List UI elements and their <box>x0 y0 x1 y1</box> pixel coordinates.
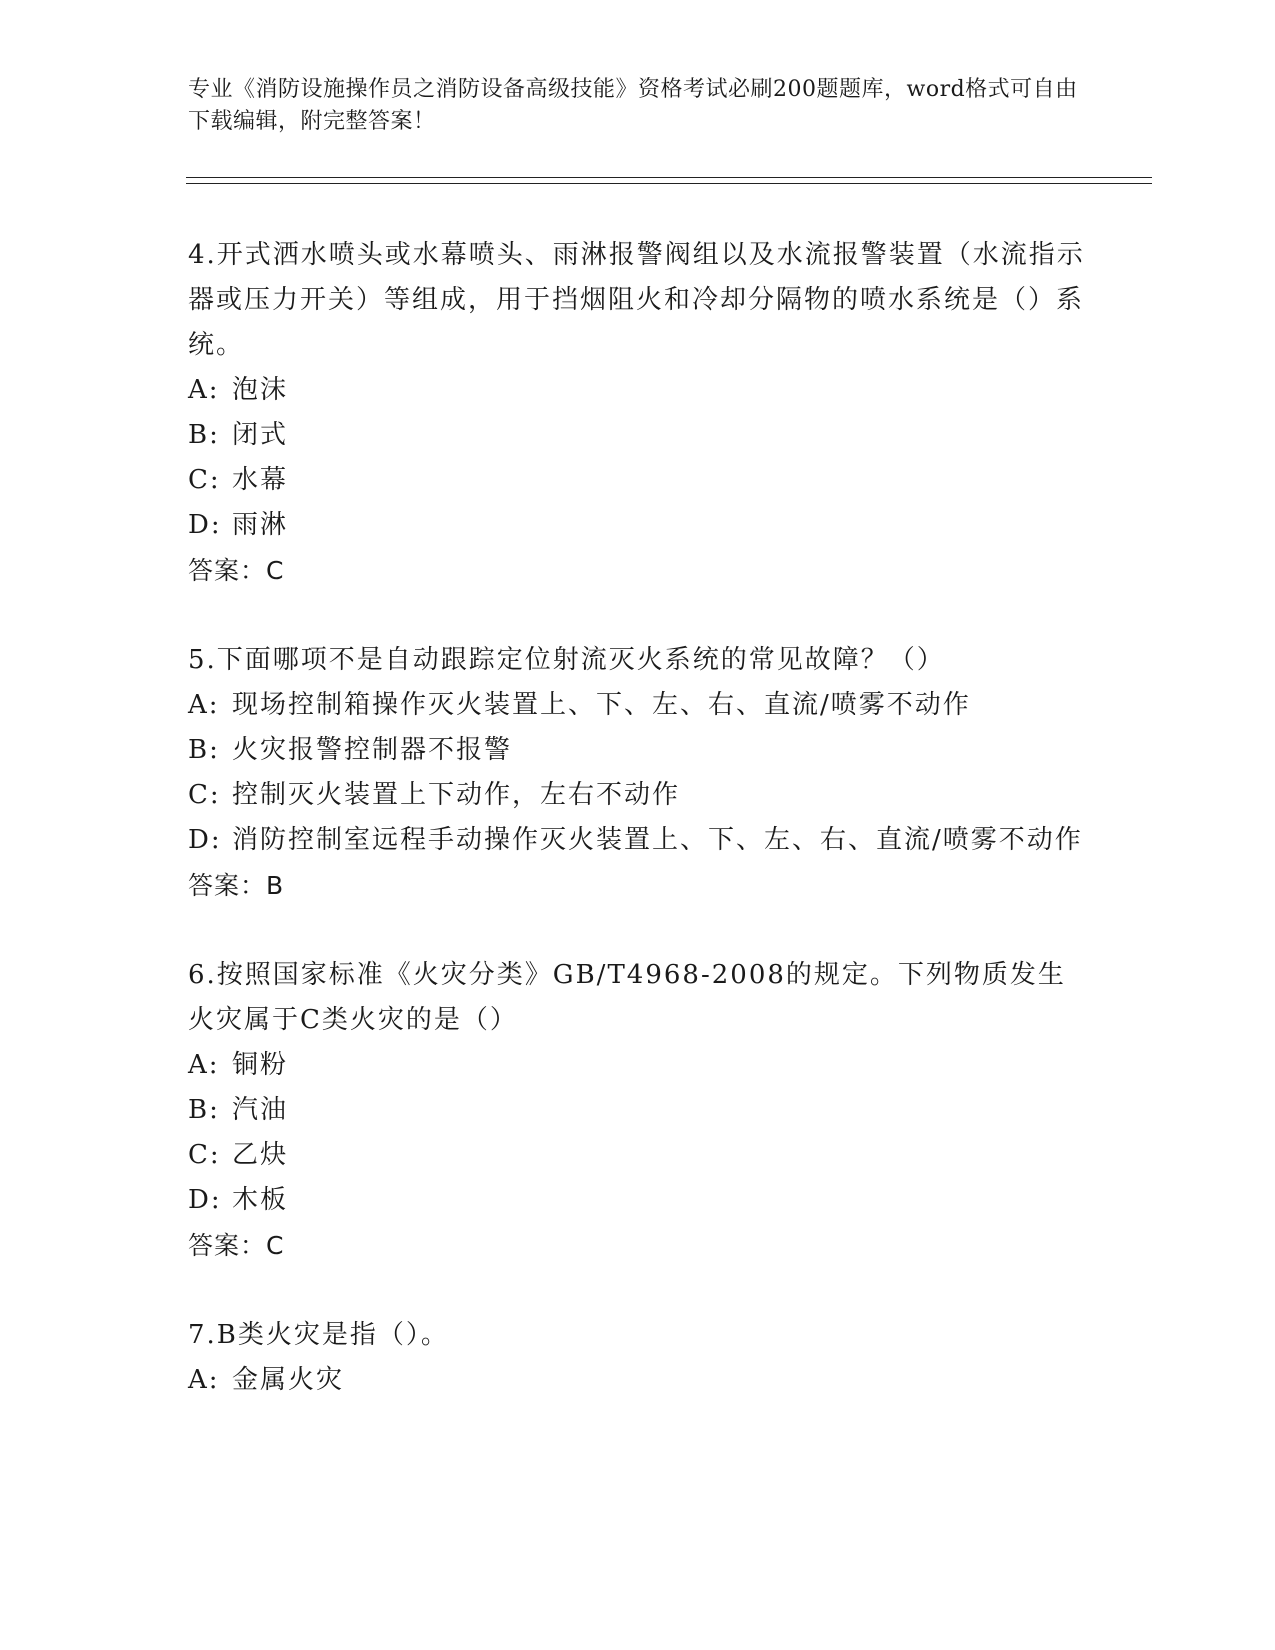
option-text: 乙炔 <box>232 1140 289 1170</box>
option-key: D: <box>188 510 222 540</box>
option-d <box>188 1178 1088 1223</box>
option-key: C: <box>188 780 221 810</box>
option-a <box>188 1043 1088 1088</box>
answer-line: 答案：C <box>188 556 285 585</box>
header-divider <box>186 177 1152 184</box>
question-4 <box>188 233 1088 593</box>
option-key: C: <box>188 465 221 495</box>
option-c <box>188 458 1088 503</box>
option-key: A: <box>188 1365 220 1395</box>
option-text: 控制灭火装置上下动作，左右不动作 <box>232 780 681 810</box>
option-text: 木板 <box>232 1185 289 1215</box>
option-b <box>188 728 1088 773</box>
option-key: A: <box>188 375 220 405</box>
question-stem: 7.B类火灾是指（）。 <box>188 1320 449 1350</box>
option-key: D: <box>188 1185 222 1215</box>
question-stem: 5.下面哪项不是自动跟踪定位射流灭火系统的常见故障？（） <box>188 645 945 675</box>
option-a <box>188 683 1088 728</box>
option-text: 闭式 <box>232 420 289 450</box>
question-list <box>188 233 1088 1448</box>
option-text: 汽油 <box>232 1095 289 1125</box>
option-text: 现场控制箱操作灭火装置上、下、左、右、直流/喷雾不动作 <box>232 690 971 720</box>
option-text: 铜粉 <box>232 1050 289 1080</box>
option-key: A: <box>188 1050 220 1080</box>
option-a <box>188 368 1088 413</box>
option-c <box>188 1133 1088 1178</box>
option-b <box>188 413 1088 458</box>
option-d <box>188 818 1088 863</box>
question-5 <box>188 638 1088 908</box>
option-text: 消防控制室远程手动操作灭火装置上、下、左、右、直流/喷雾不动作 <box>232 825 1083 855</box>
option-key: A: <box>188 690 220 720</box>
option-text: 金属火灾 <box>232 1365 345 1395</box>
document-header: 专业《消防设施操作员之消防设备高级技能》资格考试必刷200题题库，word格式可自由下载编辑，附完整答案！ <box>188 77 1078 134</box>
option-key: C: <box>188 1140 221 1170</box>
option-text: 雨淋 <box>232 510 289 540</box>
option-key: B: <box>188 1095 220 1125</box>
option-key: B: <box>188 735 220 765</box>
question-7 <box>188 1313 1088 1403</box>
option-d <box>188 503 1088 548</box>
question-6 <box>188 953 1088 1268</box>
answer-line: 答案：B <box>188 871 285 900</box>
option-key: D: <box>188 825 222 855</box>
question-stem: 6.按照国家标准《火灾分类》GB/T4968-2008的规定。下列物质发生火灾属于C类火灾的是（） <box>188 960 1066 1035</box>
option-text: 火灾报警控制器不报警 <box>232 735 513 765</box>
question-stem: 4.开式洒水喷头或水幕喷头、雨淋报警阀组以及水流报警装置（水流指示器或压力开关）等组成，用于挡烟阻火和冷却分隔物的喷水系统是（）系统。 <box>188 240 1085 360</box>
answer-line: 答案：C <box>188 1231 285 1260</box>
option-c <box>188 773 1088 818</box>
option-text: 水幕 <box>232 465 289 495</box>
option-text: 泡沫 <box>232 375 289 405</box>
option-b <box>188 1088 1088 1133</box>
option-a <box>188 1358 1088 1403</box>
option-key: B: <box>188 420 220 450</box>
